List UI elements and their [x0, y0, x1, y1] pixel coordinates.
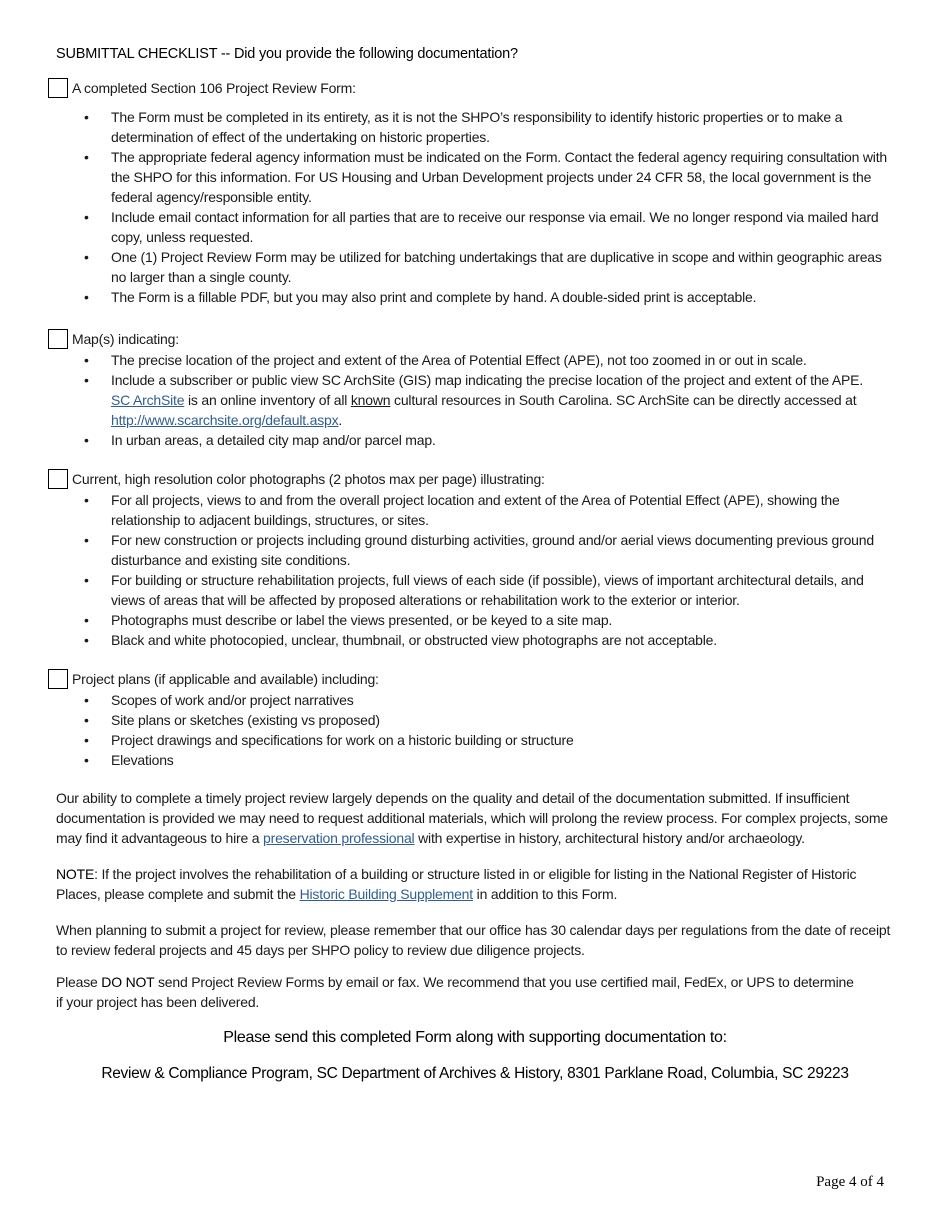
note-label: NOTE	[56, 866, 95, 882]
paragraph-planning: When planning to submit a project for review, please remember that our office has 30 calendar days per regulations from the date of receipt to review federal projects and 45 days per SHPO policy to review due diligence projects.	[56, 922, 891, 958]
list-item: • Elevations	[48, 750, 898, 770]
text: cultural resources in South Carolina. SC ArchSite can be directly accessed at	[390, 392, 857, 408]
list-item: • For all projects, views to and from the overall project location and extent of the Area of Potential Effect (APE), showing the relationship to adjacent buildings, structures, or sites.	[48, 490, 898, 530]
list-item	[48, 370, 898, 430]
list-item: • The Form must be completed in its entirety, as it is not the SHPO’s responsibility to identify historic properties or to make a determination of effect of the undertaking on historic properties.	[48, 107, 898, 147]
list-item: • Scopes of work and/or project narratives	[48, 690, 898, 710]
text: send Project Review Forms by email or fax. We recommend that you use certified mail, FedEx, or UPS to determine if your project has been delivered.	[56, 974, 854, 1010]
text: : If the project involves the rehabilitation of a building or structure listed in or eligible for listing in the National Register of Historic Places, please complete and submit the	[56, 866, 857, 902]
section-photographs	[48, 468, 898, 650]
page-number: Page 4 of 4	[816, 1174, 884, 1190]
list-item: • For building or structure rehabilitation projects, full views of each side (if possible), views of important architectural details, and views of areas that will be affected by proposed alterations or rehabilitation work to the exterior or interior.	[48, 570, 898, 610]
archsite-url-link[interactable]: http://www.scarchsite.org/default.aspx	[111, 412, 339, 428]
checkbox-review-form[interactable]	[48, 78, 68, 98]
list-item: • The appropriate federal agency information must be indicated on the Form. Contact the federal agency requiring consultation with the SHPO for this information. For US Housing and Urban Development projects under 24 CFR 58, the local government is the federal agency/responsible entity.	[48, 147, 898, 207]
section-project-plans	[48, 668, 898, 770]
list-item-text: Include a subscriber or public view SC ArchSite (GIS) map indicating the precise location of the project and extent of the APE.	[111, 372, 864, 388]
section-label: Project plans (if applicable and available) including:	[72, 671, 379, 687]
list-item: • Site plans or sketches (existing vs proposed)	[48, 710, 898, 730]
list-item: • The precise location of the project and extent of the Area of Potential Effect (APE), not too zoomed in or out in scale.	[48, 350, 898, 370]
paragraph-ability	[56, 788, 896, 848]
list-item: • Project drawings and specifications for work on a historic building or structure	[48, 730, 898, 750]
list-item: • The Form is a fillable PDF, but you may also print and complete by hand. A double-sided print is acceptable.	[48, 287, 898, 307]
checklist-heading: SUBMITTAL CHECKLIST -- Did you provide the following documentation?	[56, 46, 518, 62]
section-label: Current, high resolution color photographs (2 photos max per page) illustrating:	[72, 471, 545, 487]
preservation-professional-link[interactable]: preservation professional	[263, 830, 415, 846]
text: with expertise in history, architectural history and/or archaeology.	[414, 830, 805, 846]
text: .	[338, 412, 343, 428]
section-review-form	[48, 77, 898, 307]
text: Our ability to complete a timely project review largely depends on the quality and detail of the documentation submitted. If insufficient documentation is provided we may need to request additional materials, which will prolong the review process. For complex projects, some may find it advantageous to hire a	[56, 790, 888, 846]
checkbox-project-plans[interactable]	[48, 669, 68, 689]
historic-building-supplement-link[interactable]: Historic Building Supplement	[299, 886, 473, 902]
list-item: • For new construction or projects including ground disturbing activities, ground and/or aerial views documenting previous ground disturbance and existing site conditions.	[48, 530, 898, 570]
send-instructions: Please send this completed Form along with supporting documentation to:	[223, 1029, 727, 1046]
do-not-emphasis: DO NOT	[101, 974, 155, 990]
checkbox-maps[interactable]	[48, 329, 68, 349]
section-label: A completed Section 106 Project Review Form:	[72, 80, 356, 96]
paragraph-do-not-send	[56, 972, 856, 1012]
paragraph-note	[56, 864, 896, 904]
known-underlined: known	[350, 392, 391, 408]
list-item: • One (1) Project Review Form may be utilized for batching undertakings that are duplicative in scope and within geographic areas no larger than a single county.	[48, 247, 898, 287]
text: in addition to this Form.	[472, 886, 618, 902]
checkbox-photographs[interactable]	[48, 469, 68, 489]
list-item: • Include email contact information for all parties that are to receive our response via email. We no longer respond via mailed hard copy, unless requested.	[48, 207, 898, 247]
list-item: • Black and white photocopied, unclear, thumbnail, or obstructed view photographs are not acceptable.	[48, 630, 898, 650]
section-label: Map(s) indicating:	[72, 331, 179, 347]
archsite-link[interactable]: SC ArchSite	[111, 392, 185, 408]
text: is an online inventory of all	[184, 392, 351, 408]
text: Please	[56, 974, 102, 990]
list-item: • Photographs must describe or label the views presented, or be keyed to a site map.	[48, 610, 898, 630]
mailing-address: Review & Compliance Program, SC Department of Archives & History, 8301 Parklane Road, Columbia, SC 29223	[101, 1065, 849, 1082]
list-item: • In urban areas, a detailed city map and/or parcel map.	[48, 430, 898, 450]
section-maps	[48, 328, 898, 450]
